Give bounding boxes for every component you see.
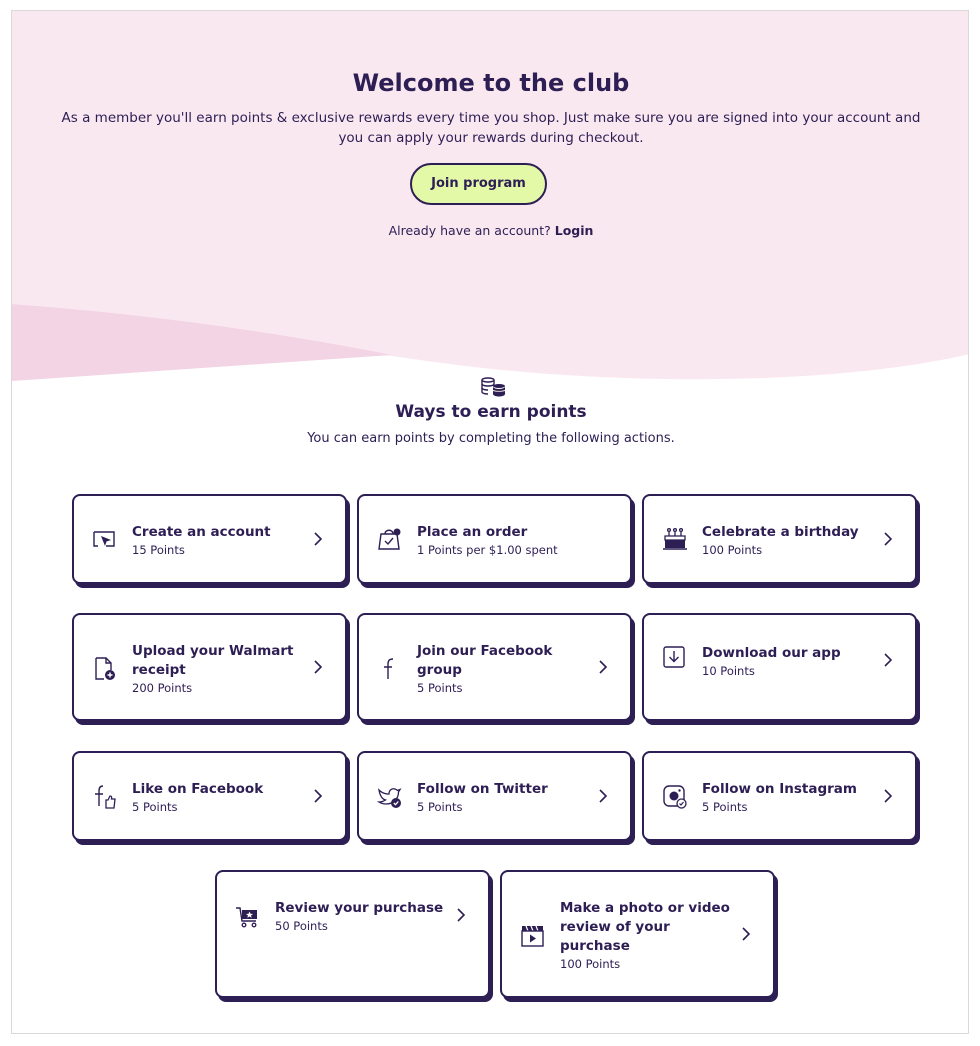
earn-card-title: Celebrate a birthday xyxy=(702,524,859,540)
page-frame xyxy=(11,10,969,1034)
earn-card-title: Follow on Instagram xyxy=(702,781,857,797)
hero-description: As a member you'll earn points & exclusive rewards every time you shop. Just make sure you are signed into your account and you can apply your rewards during checkout. xyxy=(61,110,921,146)
earn-card-photo-video-review[interactable] xyxy=(500,870,775,998)
earn-card-title: Review your purchase xyxy=(275,900,444,916)
twitter-icon xyxy=(377,784,403,810)
earn-card-title: Make a photo or video review of your purchase xyxy=(560,900,730,954)
earn-card-points: 100 Points xyxy=(702,543,763,557)
chevron-right-icon xyxy=(313,531,323,547)
earn-card-follow-instagram[interactable] xyxy=(642,751,917,841)
earn-card-like-facebook[interactable] xyxy=(72,751,347,841)
login-prompt-line xyxy=(12,223,969,238)
earn-card-points: 50 Points xyxy=(275,919,328,933)
earn-card-points: 100 Points xyxy=(560,957,621,971)
chevron-right-icon xyxy=(883,788,893,804)
join-program-button[interactable]: Join program xyxy=(410,163,547,205)
instagram-icon xyxy=(662,784,688,810)
download-icon xyxy=(662,645,688,671)
earn-card-points: 15 Points xyxy=(132,543,185,557)
chevron-right-icon xyxy=(598,788,608,804)
earn-card-place-order[interactable] xyxy=(357,494,632,584)
earn-card-title: Create an account xyxy=(132,524,271,540)
cursor-window-icon xyxy=(92,526,118,552)
video-review-icon xyxy=(520,923,546,949)
earn-card-review-purchase[interactable] xyxy=(215,870,490,998)
chevron-right-icon xyxy=(313,788,323,804)
earn-card-points: 5 Points xyxy=(417,681,463,695)
chevron-right-icon xyxy=(598,659,608,675)
earn-card-birthday[interactable] xyxy=(642,494,917,584)
chevron-right-icon xyxy=(883,652,893,668)
hero-banner xyxy=(12,11,969,391)
earn-card-points: 10 Points xyxy=(702,664,755,678)
birthday-cake-icon xyxy=(662,526,688,552)
facebook-like-icon xyxy=(92,784,118,810)
earn-card-title: Upload your Walmart receipt xyxy=(132,643,294,678)
earn-card-walmart-receipt[interactable] xyxy=(72,613,347,721)
coins-stack-icon xyxy=(480,376,508,398)
shopping-bag-icon xyxy=(377,526,403,552)
earn-section-subtitle: You can earn points by completing the following actions. xyxy=(307,431,675,446)
earn-card-points: 200 Points xyxy=(132,681,193,695)
earn-card-title: Join our Facebook group xyxy=(417,643,553,678)
earn-card-points: 5 Points xyxy=(417,800,463,814)
earn-card-facebook-group[interactable] xyxy=(357,613,632,721)
chevron-right-icon xyxy=(456,907,466,923)
earn-card-title: Like on Facebook xyxy=(132,781,264,797)
cart-star-icon xyxy=(235,905,261,931)
earn-card-points: 1 Points per $1.00 spent xyxy=(417,543,558,557)
earn-card-follow-twitter[interactable] xyxy=(357,751,632,841)
facebook-icon xyxy=(377,656,403,682)
page-title: Welcome to the club xyxy=(352,69,630,97)
earn-card-title: Download our app xyxy=(702,645,841,661)
chevron-right-icon xyxy=(741,926,751,942)
earn-card-title: Follow on Twitter xyxy=(417,781,548,797)
login-prompt-text: Already have an account? xyxy=(388,223,551,238)
earn-card-points: 5 Points xyxy=(702,800,748,814)
chevron-right-icon xyxy=(313,659,323,675)
earn-card-points: 5 Points xyxy=(132,800,178,814)
receipt-upload-icon xyxy=(92,656,118,682)
earn-card-download-app[interactable] xyxy=(642,613,917,721)
login-link[interactable]: Login xyxy=(554,223,594,238)
earn-section-title: Ways to earn points xyxy=(395,402,587,422)
earn-card-create-account[interactable] xyxy=(72,494,347,584)
chevron-right-icon xyxy=(883,531,893,547)
earn-card-title: Place an order xyxy=(417,524,528,540)
